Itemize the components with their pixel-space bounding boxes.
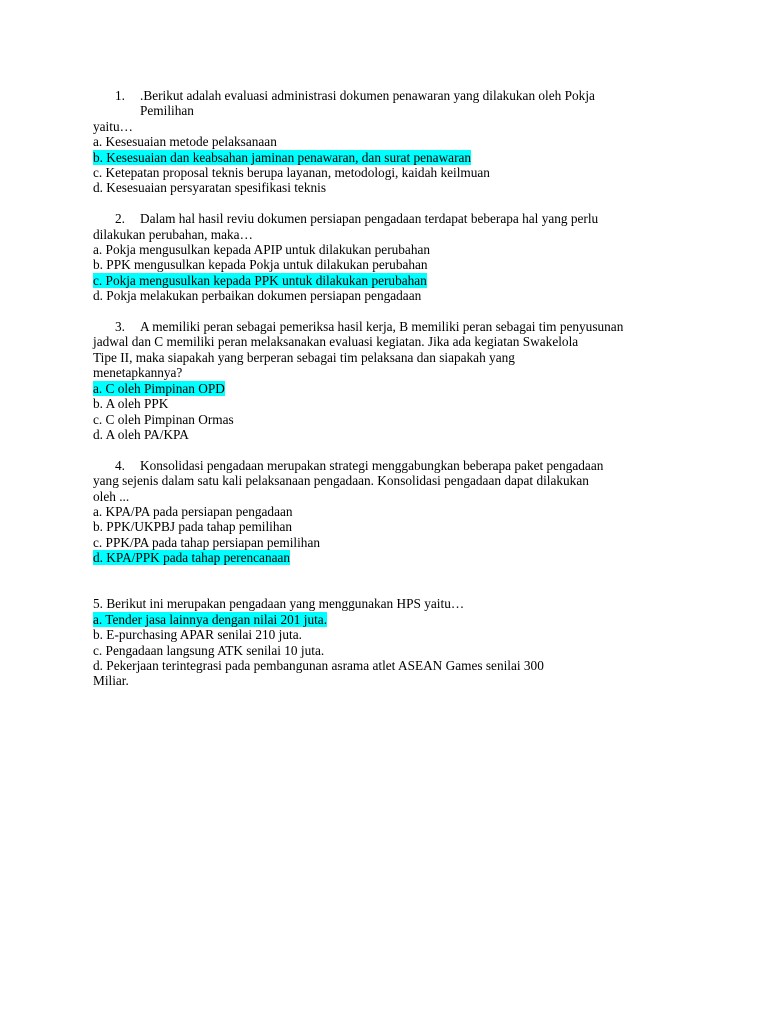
question-stem-continued: yang sejenis dalam satu kali pelaksanaan pengadaan. Konsolidasi pengadaan dapat dilakukan: [93, 473, 589, 489]
question-number: 2.: [115, 211, 125, 227]
question-stem-continued: dilakukan perubahan, maka…: [93, 226, 253, 242]
spacer: [93, 304, 683, 319]
answer-option: c. Pengadaan langsung ATK senilai 10 juta.: [93, 642, 325, 658]
answer-option: d. Kesesuaian persyaratan spesifikasi teknis: [93, 180, 326, 196]
answer-option: a. KPA/PA pada persiapan pengadaan: [93, 503, 293, 519]
answer-option: c. C oleh Pimpinan Ormas: [93, 411, 234, 427]
answer-option: d. Pekerjaan terintegrasi pada pembangunan asrama atlet ASEAN Games senilai 300: [93, 657, 544, 673]
question-stem: 3. A memiliki peran sebagai pemeriksa hasil kerja, B memiliki peran sebagai tim penyusunan: [115, 319, 624, 335]
answer-option: b. PPK mengusulkan kepada Pokja untuk dilakukan perubahan: [93, 257, 428, 273]
question-5: [93, 596, 683, 688]
question-stem-continued: yaitu…: [93, 118, 133, 134]
answer-option: c. PPK/PA pada tahap persiapan pemilihan: [93, 534, 320, 550]
question-number: 3.: [115, 319, 125, 335]
question-stem-continued: oleh ...: [93, 488, 130, 504]
answer-option-correct: a. Tender jasa lainnya dengan nilai 201 juta.: [93, 611, 328, 627]
answer-option-correct: c. Pokja mengusulkan kepada PPK untuk dilakukan perubahan: [93, 272, 427, 288]
answer-option-continued: Miliar.: [93, 673, 129, 689]
question-2: [93, 211, 683, 303]
answer-option: d. Pokja melakukan perbaikan dokumen persiapan pengadaan: [93, 288, 422, 304]
question-stem: 4. Konsolidasi pengadaan merupakan strategi menggabungkan beberapa paket pengadaan: [115, 457, 604, 473]
answer-option: a. Pokja mengusulkan kepada APIP untuk dilakukan perubahan: [93, 242, 431, 258]
question-stem: 1. .Berikut adalah evaluasi administrasi dokumen penawaran yang dilakukan oleh Pokja: [115, 88, 595, 103]
spacer: [93, 442, 683, 457]
question-number: 4.: [115, 457, 125, 473]
answer-option-correct: a. C oleh Pimpinan OPD: [93, 380, 225, 396]
spacer: [93, 196, 683, 211]
answer-option: a. Kesesuaian metode pelaksanaan: [93, 134, 277, 150]
answer-option: b. E-purchasing APAR senilai 210 juta.: [93, 627, 302, 643]
answer-option-correct: d. KPA/PPK pada tahap perencanaan: [93, 550, 291, 566]
question-stem-continued: jadwal dan C memiliki peran melaksanakan evaluasi kegiatan. Jika ada kegiatan Swakelola: [93, 334, 579, 350]
question-3: [93, 319, 683, 442]
question-stem-continued: Pemilihan: [140, 103, 194, 119]
question-stem: 5. Berikut ini merupakan pengadaan yang menggunakan HPS yaitu…: [93, 596, 465, 612]
question-number: 5.: [93, 596, 103, 612]
answer-option: b. PPK/UKPBJ pada tahap pemilihan: [93, 519, 293, 535]
question-number: 1.: [115, 88, 125, 103]
document-page: [93, 88, 683, 689]
question-stem-continued: menetapkannya?: [93, 365, 183, 381]
answer-option-correct: b. Kesesuaian dan keabsahan jaminan penawaran, dan surat penawaran: [93, 149, 472, 165]
answer-option: c. Ketepatan proposal teknis berupa layanan, metodologi, kaidah keilmuan: [93, 165, 490, 181]
question-stem: 2. Dalam hal hasil reviu dokumen persiapan pengadaan terdapat beberapa hal yang perlu: [115, 211, 599, 227]
question-4: [93, 458, 683, 566]
question-stem-continued: Tipe II, maka siapakah yang berperan sebagai tim pelaksana dan siapakah yang: [93, 349, 515, 365]
answer-option: b. A oleh PPK: [93, 396, 169, 412]
spacer: [93, 566, 683, 597]
answer-option: d. A oleh PA/KPA: [93, 426, 189, 442]
question-1: [93, 88, 683, 196]
